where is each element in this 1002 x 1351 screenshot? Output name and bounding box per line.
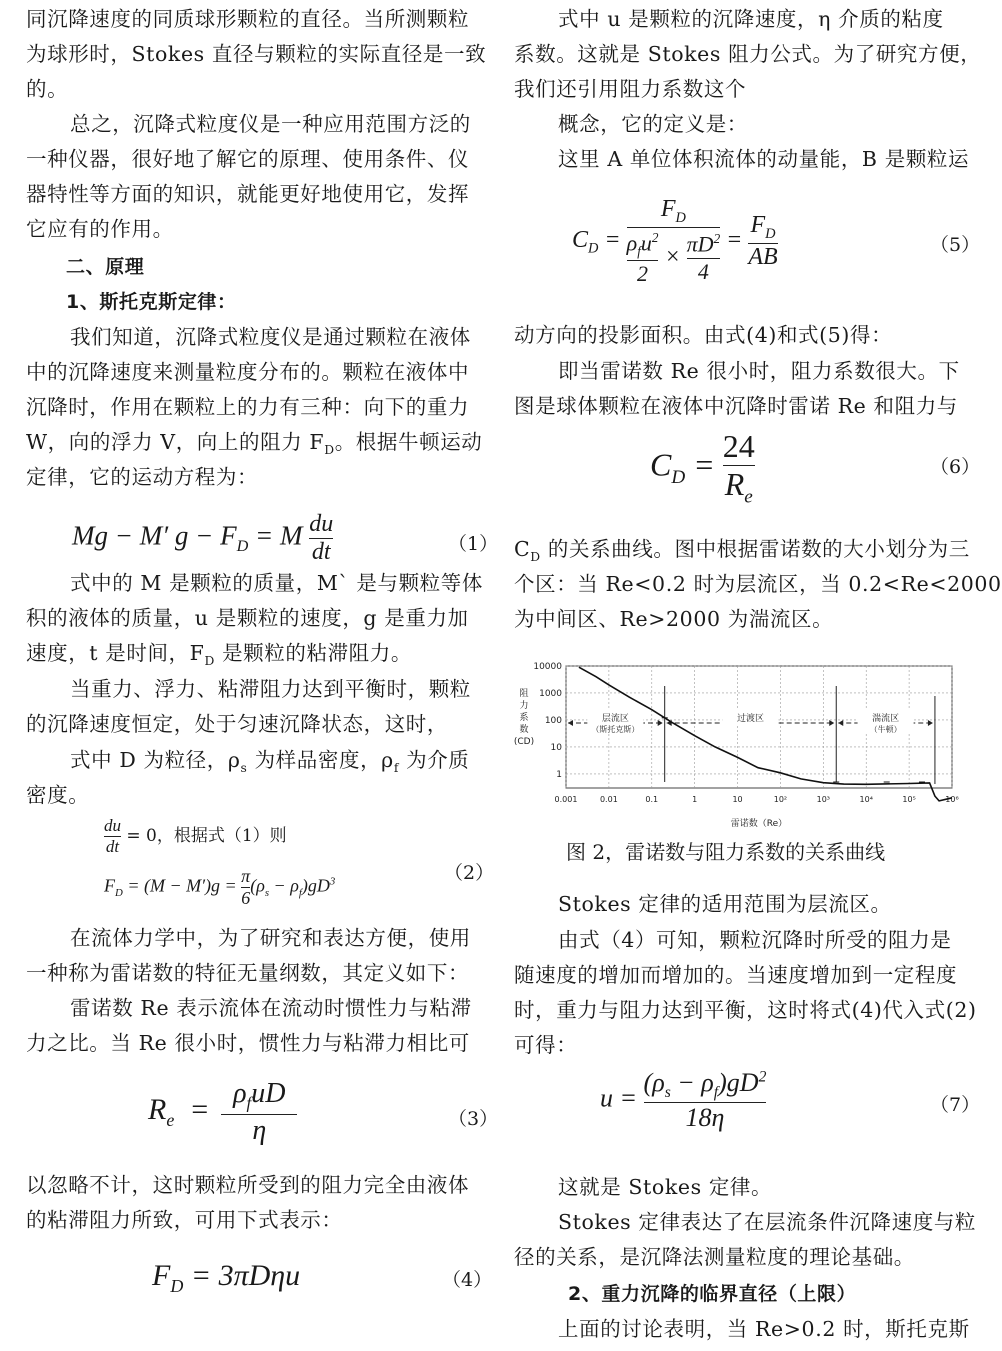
text-line: 图是球体颗粒在液体中沉降时雷诺 Re 和阻力与 xyxy=(514,394,958,418)
equation-6: $C_D$ = $\frac{24}{R_e}$ （6） xyxy=(650,428,981,508)
text-line: 可得： xyxy=(514,1033,578,1057)
equation-number: （3） xyxy=(448,1108,499,1130)
arrow-head xyxy=(658,720,663,726)
text-line: 概念，它的定义是： xyxy=(558,112,748,136)
x-axis-label: 雷诺数（Re） xyxy=(730,819,788,829)
text-line: 在流体力学中，为了研究和表达方便，使用 xyxy=(70,926,471,950)
text-line: 系数。这就是 Stokes 阻力公式。为了研究方便， xyxy=(514,42,982,66)
equation-5: $C_D$ = $F_D$ $\frac{\rho_fu^2}{2}$ × $\frac{\pi D^2}{4}$ = $\frac{F_D}{AB}$ （5） xyxy=(572,196,981,286)
text-line: 式中 D 为粒径，$\rho_s$ 为样品密度，$\rho_f$ 为介质 xyxy=(70,748,470,776)
text-line: 上面的讨论表明，当 Re>0.2 时，斯托克斯 xyxy=(558,1317,970,1341)
text-line: 式中的 M 是颗粒的质量，M` 是与颗粒等体 xyxy=(70,571,483,595)
equation-number: （4） xyxy=(442,1269,493,1291)
x-tick-label: 0.01 xyxy=(599,795,618,804)
text-line: 为中间区、Re>2000 为湍流区。 xyxy=(514,607,834,631)
region-sublabel: （牛顿） xyxy=(869,725,902,734)
drag-curve xyxy=(579,667,952,801)
equation-3: $R_e$ = $\frac{\rho_fuD}{\eta}$ （3） xyxy=(148,1078,499,1146)
x-tick-label: 10 xyxy=(732,795,743,804)
arrow-head xyxy=(928,720,933,726)
text-line: 即当雷诺数 Re 很小时，阻力系数很大。下 xyxy=(558,359,960,383)
text-line: 这就是 Stokes 定律。 xyxy=(558,1175,773,1199)
text-line: 径的关系，是沉降法测量粒度的理论基础。 xyxy=(514,1245,915,1269)
equation-number: （2） xyxy=(444,862,495,884)
region-sublabel: （斯托克斯） xyxy=(591,725,640,734)
text-line: 中的沉降速度来测量粒度分布的。颗粒在液体中 xyxy=(26,360,470,384)
figure-caption: 图 2，雷诺数与阻力系数的关系曲线 xyxy=(566,840,886,864)
y-axis-label: 阻 xyxy=(519,689,529,699)
equation-number: （5） xyxy=(930,234,981,256)
y-axis-label: 系 xyxy=(519,713,529,723)
x-tick-label: 10³ xyxy=(816,795,831,804)
text-line: 同沉降速度的同质球形颗粒的直径。当所测颗粒 xyxy=(26,7,470,31)
section-heading: 二、原理 xyxy=(66,256,145,278)
text-line: 我们还引用阻力系数这个 xyxy=(514,77,747,101)
text-line: 我们知道，沉降式粒度仪是通过颗粒在液体 xyxy=(70,325,471,349)
text-line: Stokes 定律表达了在层流条件沉降速度与粒 xyxy=(558,1210,977,1234)
x-tick-label: 10⁴ xyxy=(859,795,873,804)
equation-7: u = $\frac{(\rho_s - \rho_f)gD^2}{18\eta}$ （7） xyxy=(600,1068,981,1133)
text-line: 以忽略不计，这时颗粒所受到的阻力完全由液体 xyxy=(26,1173,470,1197)
equation-4: $F_D = 3\pi D\eta u$ （4） xyxy=(152,1259,493,1296)
equation-2-condition: = 0，根据式（1）则 xyxy=(126,826,287,846)
y-tick-label: 10000 xyxy=(533,662,562,672)
text-line: $C_D$ 的关系曲线。图中根据雷诺数的大小划分为三 xyxy=(514,537,970,565)
text-line: 定律，它的运动方程为： xyxy=(26,465,259,489)
text-line: 由式（4）可知，颗粒沉降时所受的阻力是 xyxy=(558,928,952,952)
text-line: 沉降时，作用在颗粒上的力有三种：向下的重力 xyxy=(26,395,470,419)
text-line: 的沉降速度恒定，处于匀速沉降状态，这时， xyxy=(26,712,448,736)
text-line: 力之比。当 Re 很小时，惯性力与粘滞力相比可 xyxy=(26,1031,470,1055)
chart-svg xyxy=(513,662,964,834)
text-line: 雷诺数 Re 表示流体在流动时惯性力与粘滞 xyxy=(70,996,472,1020)
text-line: 密度。 xyxy=(26,783,90,807)
equation-number: （6） xyxy=(930,456,981,478)
text-line: 时，重力与阻力达到平衡，这时将式(4)代入式(2) xyxy=(514,998,977,1022)
text-line: 为球形时，Stokes 直径与颗粒的实际直径是一致 xyxy=(26,42,487,66)
region-label: 过渡区 xyxy=(736,714,764,724)
equation-2: $\frac{du}{dt}$ = 0，根据式（1）则 $F_D = (M - M')g$ = $\frac{\pi}{6}$ $(\rho_s - \rho_f)gD^3$ （2） xyxy=(104,816,495,908)
y-axis-label: 数 xyxy=(519,725,529,735)
arrow-head xyxy=(838,720,843,726)
x-tick-label: 1 xyxy=(692,795,698,804)
text-line: 一种仪器，很好地了解它的原理、使用条件、仪 xyxy=(26,147,470,171)
text-line: W，向的浮力 V，向上的阻力 $F_D$。根据牛顿运动 xyxy=(26,430,483,458)
text-line: 一种称为雷诺数的特征无量纲数，其定义如下： xyxy=(26,961,470,985)
text-line: Stokes 定律的适用范围为层流区。 xyxy=(558,892,892,916)
text-line: 式中 u 是颗粒的沉降速度，η 介质的粘度 xyxy=(558,7,944,31)
region-label: 湍流区 xyxy=(872,714,900,724)
text-line: 总之，沉降式粒度仪是一种应用范围方泛的 xyxy=(70,112,471,136)
text-line: 当重力、浮力、粘滞阻力达到平衡时，颗粒 xyxy=(70,677,471,701)
text-line: 个区：当 Re<0.2 时为层流区，当 0.2<Re<2000 xyxy=(514,572,1002,596)
x-tick-label: 0.001 xyxy=(554,795,578,804)
x-tick-label: 10⁵ xyxy=(902,795,916,804)
y-tick-label: 1 xyxy=(556,769,562,780)
text-line: 器特性等方面的知识，就能更好地使用它，发挥 xyxy=(26,182,470,206)
equation-1: Mg − M′ $g - F_D = M$ $\frac{du}{dt}$ （1） xyxy=(72,511,499,565)
y-axis-label: (CD) xyxy=(513,737,535,747)
text-line: 的粘滞阻力所致，可用下式表示： xyxy=(26,1208,343,1232)
equation-number: （7） xyxy=(930,1094,981,1116)
y-tick-label: 10 xyxy=(550,742,562,753)
region-label: 层流区 xyxy=(601,714,629,724)
text-line: 动方向的投影面积。由式(4)和式(5)得： xyxy=(514,323,893,347)
text-line: 的。 xyxy=(26,77,69,101)
x-tick-label: 0.1 xyxy=(645,795,659,804)
text-line: 速度，t 是时间，$F_D$ 是颗粒的粘滞阻力。 xyxy=(26,641,412,669)
text-line: 这里 A 单位体积流体的动量能，B 是颗粒运 xyxy=(558,147,970,171)
y-tick-label: 1000 xyxy=(539,688,562,699)
equation-number: （1） xyxy=(448,533,499,555)
arrow-head xyxy=(829,720,834,726)
text-line: 随速度的增加而增加的。当速度增加到一定程度 xyxy=(514,963,958,987)
x-tick-label: 10⁶ xyxy=(945,795,959,804)
arrow-head xyxy=(568,720,573,726)
subsection-heading: 2、重力沉降的临界直径（上限） xyxy=(568,1283,857,1305)
y-axis-label: 力 xyxy=(519,701,529,711)
drag-coefficient-chart xyxy=(513,662,964,834)
y-tick-label: 100 xyxy=(544,715,562,726)
x-tick-label: 10² xyxy=(773,795,788,804)
text-line: 它应有的作用。 xyxy=(26,217,174,241)
text-line: 积的液体的质量，u 是颗粒的速度，g 是重力加 xyxy=(26,606,469,630)
subsection-heading: 1、斯托克斯定律： xyxy=(66,291,237,313)
